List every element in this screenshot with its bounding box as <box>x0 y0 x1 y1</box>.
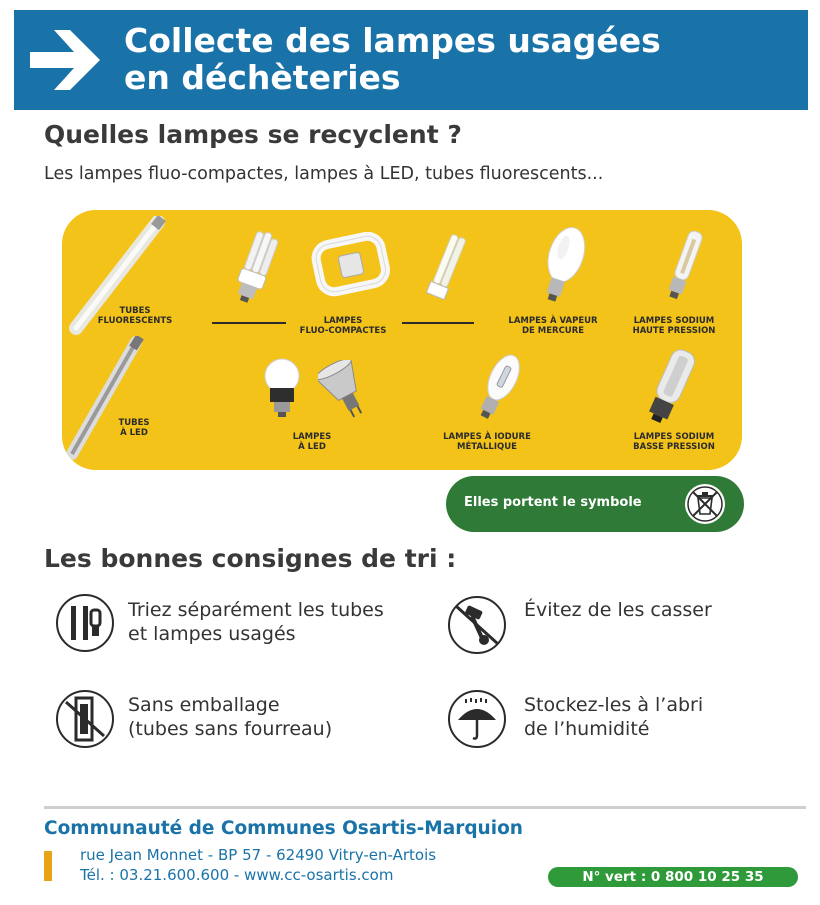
header-banner <box>14 10 808 110</box>
symbol-badge-text: Elles portent le symbole <box>464 495 642 510</box>
led-bulb-image <box>260 356 304 422</box>
divider-line-left <box>212 322 286 324</box>
label-lampes-sodium-haute: LAMPES SODIUM HAUTE PRESSION <box>632 316 716 336</box>
label-lampes-iodure: LAMPES À IODURE MÉTALLIQUE <box>443 432 531 452</box>
tube-led-image <box>62 336 148 462</box>
label-lampes-sodium-basse: LAMPES SODIUM BASSE PRESSION <box>633 432 715 452</box>
label-lampes-vapeur-mercure: LAMPES À VAPEUR DE MERCURE <box>508 316 598 336</box>
symbol-badge <box>446 476 744 532</box>
label-lampes-fluo-compactes: LAMPES FLUO-COMPACTES <box>299 316 387 336</box>
stick-fluo-lamp-image <box>426 230 466 306</box>
divider-line-right <box>402 322 474 324</box>
no-packaging-icon <box>54 688 116 750</box>
rule-no-break-text: Évitez de les casser <box>524 599 712 621</box>
2d-fluo-lamp-image <box>310 232 392 298</box>
numero-vert-badge[interactable]: N° vert : 0 800 10 25 35 <box>548 867 798 887</box>
crossed-bin-icon <box>683 482 727 526</box>
separate-icon <box>54 592 116 654</box>
sodium-high-pressure-lamp-image <box>662 226 708 310</box>
arrow-right-icon <box>30 22 112 98</box>
label-lampes-led: LAMPES À LED <box>292 432 332 452</box>
rule-umbrella-text: Stockez-les à l’abri de l’humidité <box>524 694 704 740</box>
footer-contact[interactable]: Tél. : 03.21.600.600 - www.cc-osartis.com <box>80 866 394 884</box>
section-consignes-title: Les bonnes consignes de tri : <box>44 544 457 573</box>
section-recycle-title: Quelles lampes se recyclent ? <box>44 120 462 149</box>
no-break-icon <box>446 594 508 656</box>
label-tubes-fluorescents: TUBES FLUORESCENTS <box>97 306 173 326</box>
footer-accent-bar <box>44 851 52 881</box>
mercury-vapour-lamp-image <box>532 222 592 314</box>
rule-no-packaging-text: Sans emballage (tubes sans fourreau) <box>128 694 333 740</box>
lamps-panel <box>62 210 742 470</box>
metal-halide-lamp-image <box>470 348 524 434</box>
page-title: Collecte des lampes usagées en déchèteries <box>124 21 661 97</box>
org-name: Communauté de Communes Osartis-Marquion <box>44 818 523 839</box>
section-recycle-subtitle: Les lampes fluo-compactes, lampes à LED, tubes fluorescents... <box>44 164 604 184</box>
umbrella-icon <box>446 688 508 750</box>
led-spot-image <box>318 360 374 426</box>
label-tubes-led: TUBES À LED <box>118 418 150 438</box>
footer-address: rue Jean Monnet - BP 57 - 62490 Vitry-en-Artois <box>80 846 437 864</box>
rule-separate-text: Triez séparément les tubes et lampes usagés <box>128 599 384 645</box>
footer-divider <box>44 806 806 809</box>
sodium-low-pressure-lamp-image <box>640 344 700 434</box>
compact-fluo-bulb-image <box>226 228 282 312</box>
